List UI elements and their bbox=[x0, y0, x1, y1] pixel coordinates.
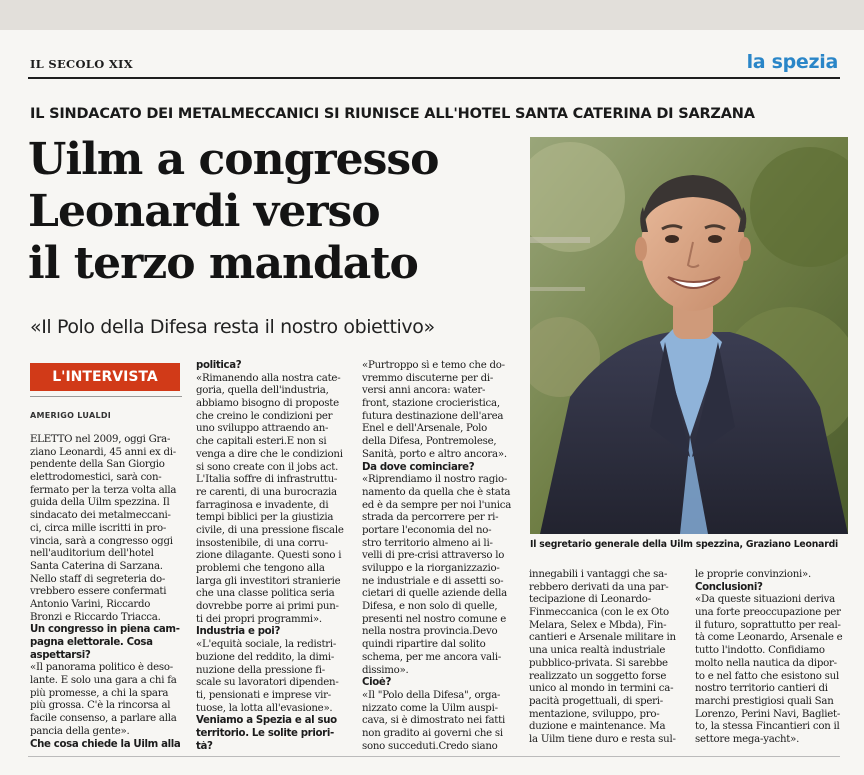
article-text-line: la Uilm tiene duro e resta sul- bbox=[529, 733, 676, 745]
article-text-line: più promesse, a chi la spara bbox=[30, 687, 169, 699]
article-column-5 bbox=[695, 569, 850, 747]
article-text-line: zione dilagante. Questi sono i bbox=[196, 550, 342, 562]
article-text-line: goria, quella dell'industria, bbox=[196, 385, 329, 397]
article-text-line: futura destinazione dell'area bbox=[362, 410, 504, 422]
article-text-line: vremmo discuterne per di- bbox=[362, 372, 494, 384]
article-text-line: portare l'economia del no- bbox=[362, 524, 492, 536]
article-text-line: scale su lavoratori dipenden- bbox=[196, 677, 339, 689]
article-text-line: ti dei propri programmi». bbox=[196, 613, 322, 625]
article-text-line: «Il panorama politico è deso- bbox=[30, 662, 173, 674]
article-text-line: presenti nel nostro comune e bbox=[362, 613, 507, 625]
article-text-line: tecipazione di Leonardo- bbox=[529, 594, 651, 606]
article-text-line: to e nel fatto che esistono sul bbox=[695, 670, 839, 682]
article-text-line: L'Italia soffre di infrastruttu- bbox=[196, 474, 338, 486]
article-text-line: sviluppo e la riorganizzazio- bbox=[362, 563, 500, 574]
article-text-line: il futuro, soprattutto per real- bbox=[695, 619, 841, 631]
article-text-line: namento da quella che è stata bbox=[362, 486, 511, 498]
headline-line: Uilm a congresso bbox=[28, 134, 439, 185]
article-text-line: velli di pre-crisi attraverso lo bbox=[362, 550, 505, 562]
article-text-line: vrebbero essere confermati bbox=[30, 586, 167, 598]
interview-question-line: Da dove cominciare? bbox=[362, 461, 475, 473]
article-text-line: una forte preoccupazione per bbox=[695, 607, 841, 619]
article-text-line: pacità progettuali, di speri- bbox=[529, 695, 663, 707]
interview-question-line: tà? bbox=[196, 740, 213, 752]
article-column-2 bbox=[196, 360, 352, 753]
article-text-line: insostenibile, di una corru- bbox=[196, 537, 328, 549]
article-text-line: marchi prestigiosi quali San bbox=[695, 695, 834, 707]
article-text-line: civile, di una pressione fiscale bbox=[196, 524, 344, 536]
divider bbox=[30, 396, 182, 397]
article-text-line: guida della Uilm spezzina. Il bbox=[30, 497, 170, 509]
article-text-line: stro territorio almeno ai li- bbox=[362, 537, 493, 549]
interview-question-line: pagna elettorale. Cosa bbox=[30, 637, 153, 648]
article-text-line: larga gli investitori stranierie bbox=[196, 575, 341, 587]
article-text-line: versi anni ancora: water- bbox=[362, 385, 486, 397]
article-text-line: venga a dire che le condizioni bbox=[196, 448, 343, 460]
article-subhead: «Il Polo della Difesa resta il nostro obiettivo» bbox=[30, 316, 435, 338]
article-text-line: duzione e maintenance. Ma bbox=[529, 721, 666, 733]
article-kicker: IL SINDACATO DEI METALMECCANICI SI RIUNISCE ALL'HOTEL SANTA CATERINA DI SARZANA bbox=[30, 106, 755, 122]
article-text-line: uno sviluppo attraendo an- bbox=[196, 423, 329, 435]
headline-line: il terzo mandato bbox=[28, 238, 418, 289]
portrait-photo bbox=[530, 137, 848, 534]
article-text-line: Bronzi e Riccardo Triacca. bbox=[30, 611, 161, 623]
article-text-line: Santa Caterina di Sarzana. bbox=[30, 560, 163, 572]
article-text-line: tutto l'indotto. Confidiamo bbox=[695, 645, 825, 657]
article-text-line: rebbero derivati da una par- bbox=[529, 581, 669, 593]
article-headline bbox=[28, 134, 528, 290]
article-column-1 bbox=[30, 434, 182, 751]
article-text-line: strada da percorrere per ri- bbox=[362, 512, 499, 524]
article-text-line: nell'auditorium dell'hotel bbox=[30, 548, 154, 560]
interview-question-line: Cioè? bbox=[362, 677, 392, 689]
article-text-line: cava, si è dimostrato nei fatti bbox=[362, 715, 506, 727]
article-text-line: molto nella nautica da dipor- bbox=[695, 657, 837, 669]
interview-question-line: Un congresso in piena cam- bbox=[30, 624, 180, 636]
article-text-line: ne industriale e di assetti so- bbox=[362, 575, 504, 587]
article-text-line: pubblico-privata. Si sarebbe bbox=[529, 657, 668, 669]
interview-question-line: territorio. Le solite priori- bbox=[196, 727, 334, 739]
article-text-line: Difesa, e non solo di quelle, bbox=[362, 601, 498, 613]
article-text-line: pancia della gente». bbox=[30, 725, 130, 737]
article-text-line: una unica realtà industriale bbox=[529, 645, 666, 657]
section-name: la spezia bbox=[746, 51, 838, 73]
article-text-line: problemi che tengono alla bbox=[196, 563, 325, 574]
article-text-line: «Purtroppo sì e temo che do- bbox=[362, 360, 505, 371]
article-text-line: mentazione, sviluppo, pro- bbox=[529, 708, 660, 720]
article-text-line: Antonio Varini, Riccardo bbox=[30, 598, 151, 610]
article-text-line: «Da queste situazioni deriva bbox=[695, 594, 835, 606]
top-strip bbox=[0, 0, 864, 30]
article-text-line: realizzato un soggetto forse bbox=[529, 670, 667, 682]
interview-question-line: Conclusioni? bbox=[695, 581, 763, 593]
article-text-line: cantieri e Arsenale militare in bbox=[529, 632, 676, 644]
article-text-line: tuose, la lotta all'evasione». bbox=[196, 702, 333, 714]
article-text-line: innegabili i vantaggi che sa- bbox=[529, 569, 668, 580]
article-text-line: cietari di quelle aziende della bbox=[362, 588, 507, 600]
article-text-line: si sono create con il jobs act. bbox=[196, 461, 339, 473]
article-text-line: nuzione della pressione fi- bbox=[196, 664, 325, 676]
article-text-line: elettrodomestici, sarà con- bbox=[30, 472, 162, 484]
article-text-line: quindi ripartire dal solito bbox=[362, 639, 486, 651]
article-text-line: ci, circa mille iscritti in pro- bbox=[30, 522, 167, 534]
article-text-line: ELETTO nel 2009, oggi Gra- bbox=[30, 434, 171, 445]
interview-question-line: Che cosa chiede la Uilm alla bbox=[30, 738, 181, 750]
article-text-line: tà come Leonardo, Arsenale e bbox=[695, 632, 843, 644]
article-text-line: lante. È solo una gara a chi fa bbox=[30, 675, 177, 687]
article-text-line: Melara, Selex e Mbda), Fin- bbox=[529, 619, 667, 631]
article-text-line: della Difesa, Pontremolese, bbox=[362, 436, 497, 448]
article-text-line: vincia, sarà a congresso oggi bbox=[30, 535, 173, 547]
article-text-line: Finmeccanica (con le ex Oto bbox=[529, 607, 669, 619]
article-column-4 bbox=[529, 569, 684, 747]
article-text-line: Enel e dell'Arsenale, Polo bbox=[362, 423, 488, 435]
article-text-line: fermato per la terza volta alla bbox=[30, 484, 177, 496]
interview-question-line: Industria e poi? bbox=[196, 626, 281, 638]
article-text-line: buzione del reddito, la dimi- bbox=[196, 651, 335, 663]
article-text-line: abbiamo bisogno di proposte bbox=[196, 398, 339, 410]
article-text-line: sindacato dei metalmeccani- bbox=[30, 510, 171, 522]
interview-question-line: aspettarsi? bbox=[30, 649, 91, 661]
article-text-line: front, stazione crocieristica, bbox=[362, 398, 500, 410]
article-text-line: unico al mondo in termini ca- bbox=[529, 683, 674, 695]
divider bbox=[28, 756, 840, 757]
article-text-line: che creino le condizioni per bbox=[196, 410, 333, 422]
article-text-line: settore mega-yacht». bbox=[695, 733, 800, 745]
article-text-line: schema, per me ancora vali- bbox=[362, 651, 502, 663]
interview-question-line: Veniamo a Spezia e al suo bbox=[196, 715, 337, 727]
article-text-line: pendente della San Giorgio bbox=[30, 459, 165, 471]
article-text-line: «Rimanendo alla nostra cate- bbox=[196, 372, 341, 384]
article-text-line: Lorenzo, Perini Navi, Bagliet- bbox=[695, 708, 841, 720]
photo-caption: Il segretario generale della Uilm spezzina, Graziano Leonardi bbox=[530, 539, 839, 550]
article-text-line: facile consenso, a parlare alla bbox=[30, 713, 177, 725]
page-header bbox=[28, 49, 840, 79]
article-text-line: nella nostra provincia.Devo bbox=[362, 626, 498, 638]
interview-tag: L'INTERVISTA bbox=[30, 363, 180, 391]
article-text-line: nostro territorio cantieri di bbox=[695, 683, 828, 695]
article-text-line: che capitali esteri.E non si bbox=[196, 436, 327, 448]
article-text-line: che una classe politica seria bbox=[196, 588, 335, 600]
article-text-line: Nello staff di segreteria do- bbox=[30, 573, 166, 585]
masthead: IL SECOLO XIX bbox=[30, 57, 133, 71]
interview-question-line: politica? bbox=[196, 360, 242, 371]
article-text-line: ed è da sempre per noi l'unica bbox=[362, 499, 512, 511]
article-text-line: più grossa. C'è la rincorsa al bbox=[30, 700, 171, 712]
article-text-line: le proprie convinzioni». bbox=[695, 569, 811, 580]
article-text-line: Sanità, porto e altro ancora». bbox=[362, 448, 507, 460]
article-text-line: «Il "Polo della Difesa", orga- bbox=[362, 689, 501, 701]
article-text-line: ziano Leonardi, 45 anni ex di- bbox=[30, 446, 176, 458]
byline: AMERIGO LUALDI bbox=[30, 411, 112, 420]
article-text-line: dovrebbe porre ai primi pun- bbox=[196, 601, 339, 613]
article-text-line: farraginosa e invadente, di bbox=[196, 499, 329, 511]
article-text-line: nizzato come la Uilm auspi- bbox=[362, 702, 498, 714]
article-column-3 bbox=[362, 360, 517, 753]
article-text-line: re carenti, di una burocrazia bbox=[196, 486, 337, 498]
article-text-line: tempi biblici per la giustizia bbox=[196, 512, 334, 524]
article-text-line: dissimo». bbox=[362, 664, 409, 676]
headline-line: Leonardi verso bbox=[28, 186, 380, 237]
article-text-line: «L'equità sociale, la redistri- bbox=[196, 639, 337, 651]
article-text-line: «Riprendiamo il nostro ragio- bbox=[362, 474, 508, 486]
article-text-line: ti, pensionati e imprese vir- bbox=[196, 689, 331, 701]
article-text-line: sono succeduti.Credo siano bbox=[362, 740, 498, 752]
article-text-line: to, la stessa Fincantieri con il bbox=[695, 721, 840, 733]
article-text-line: non gradito ai governi che si bbox=[362, 727, 503, 739]
